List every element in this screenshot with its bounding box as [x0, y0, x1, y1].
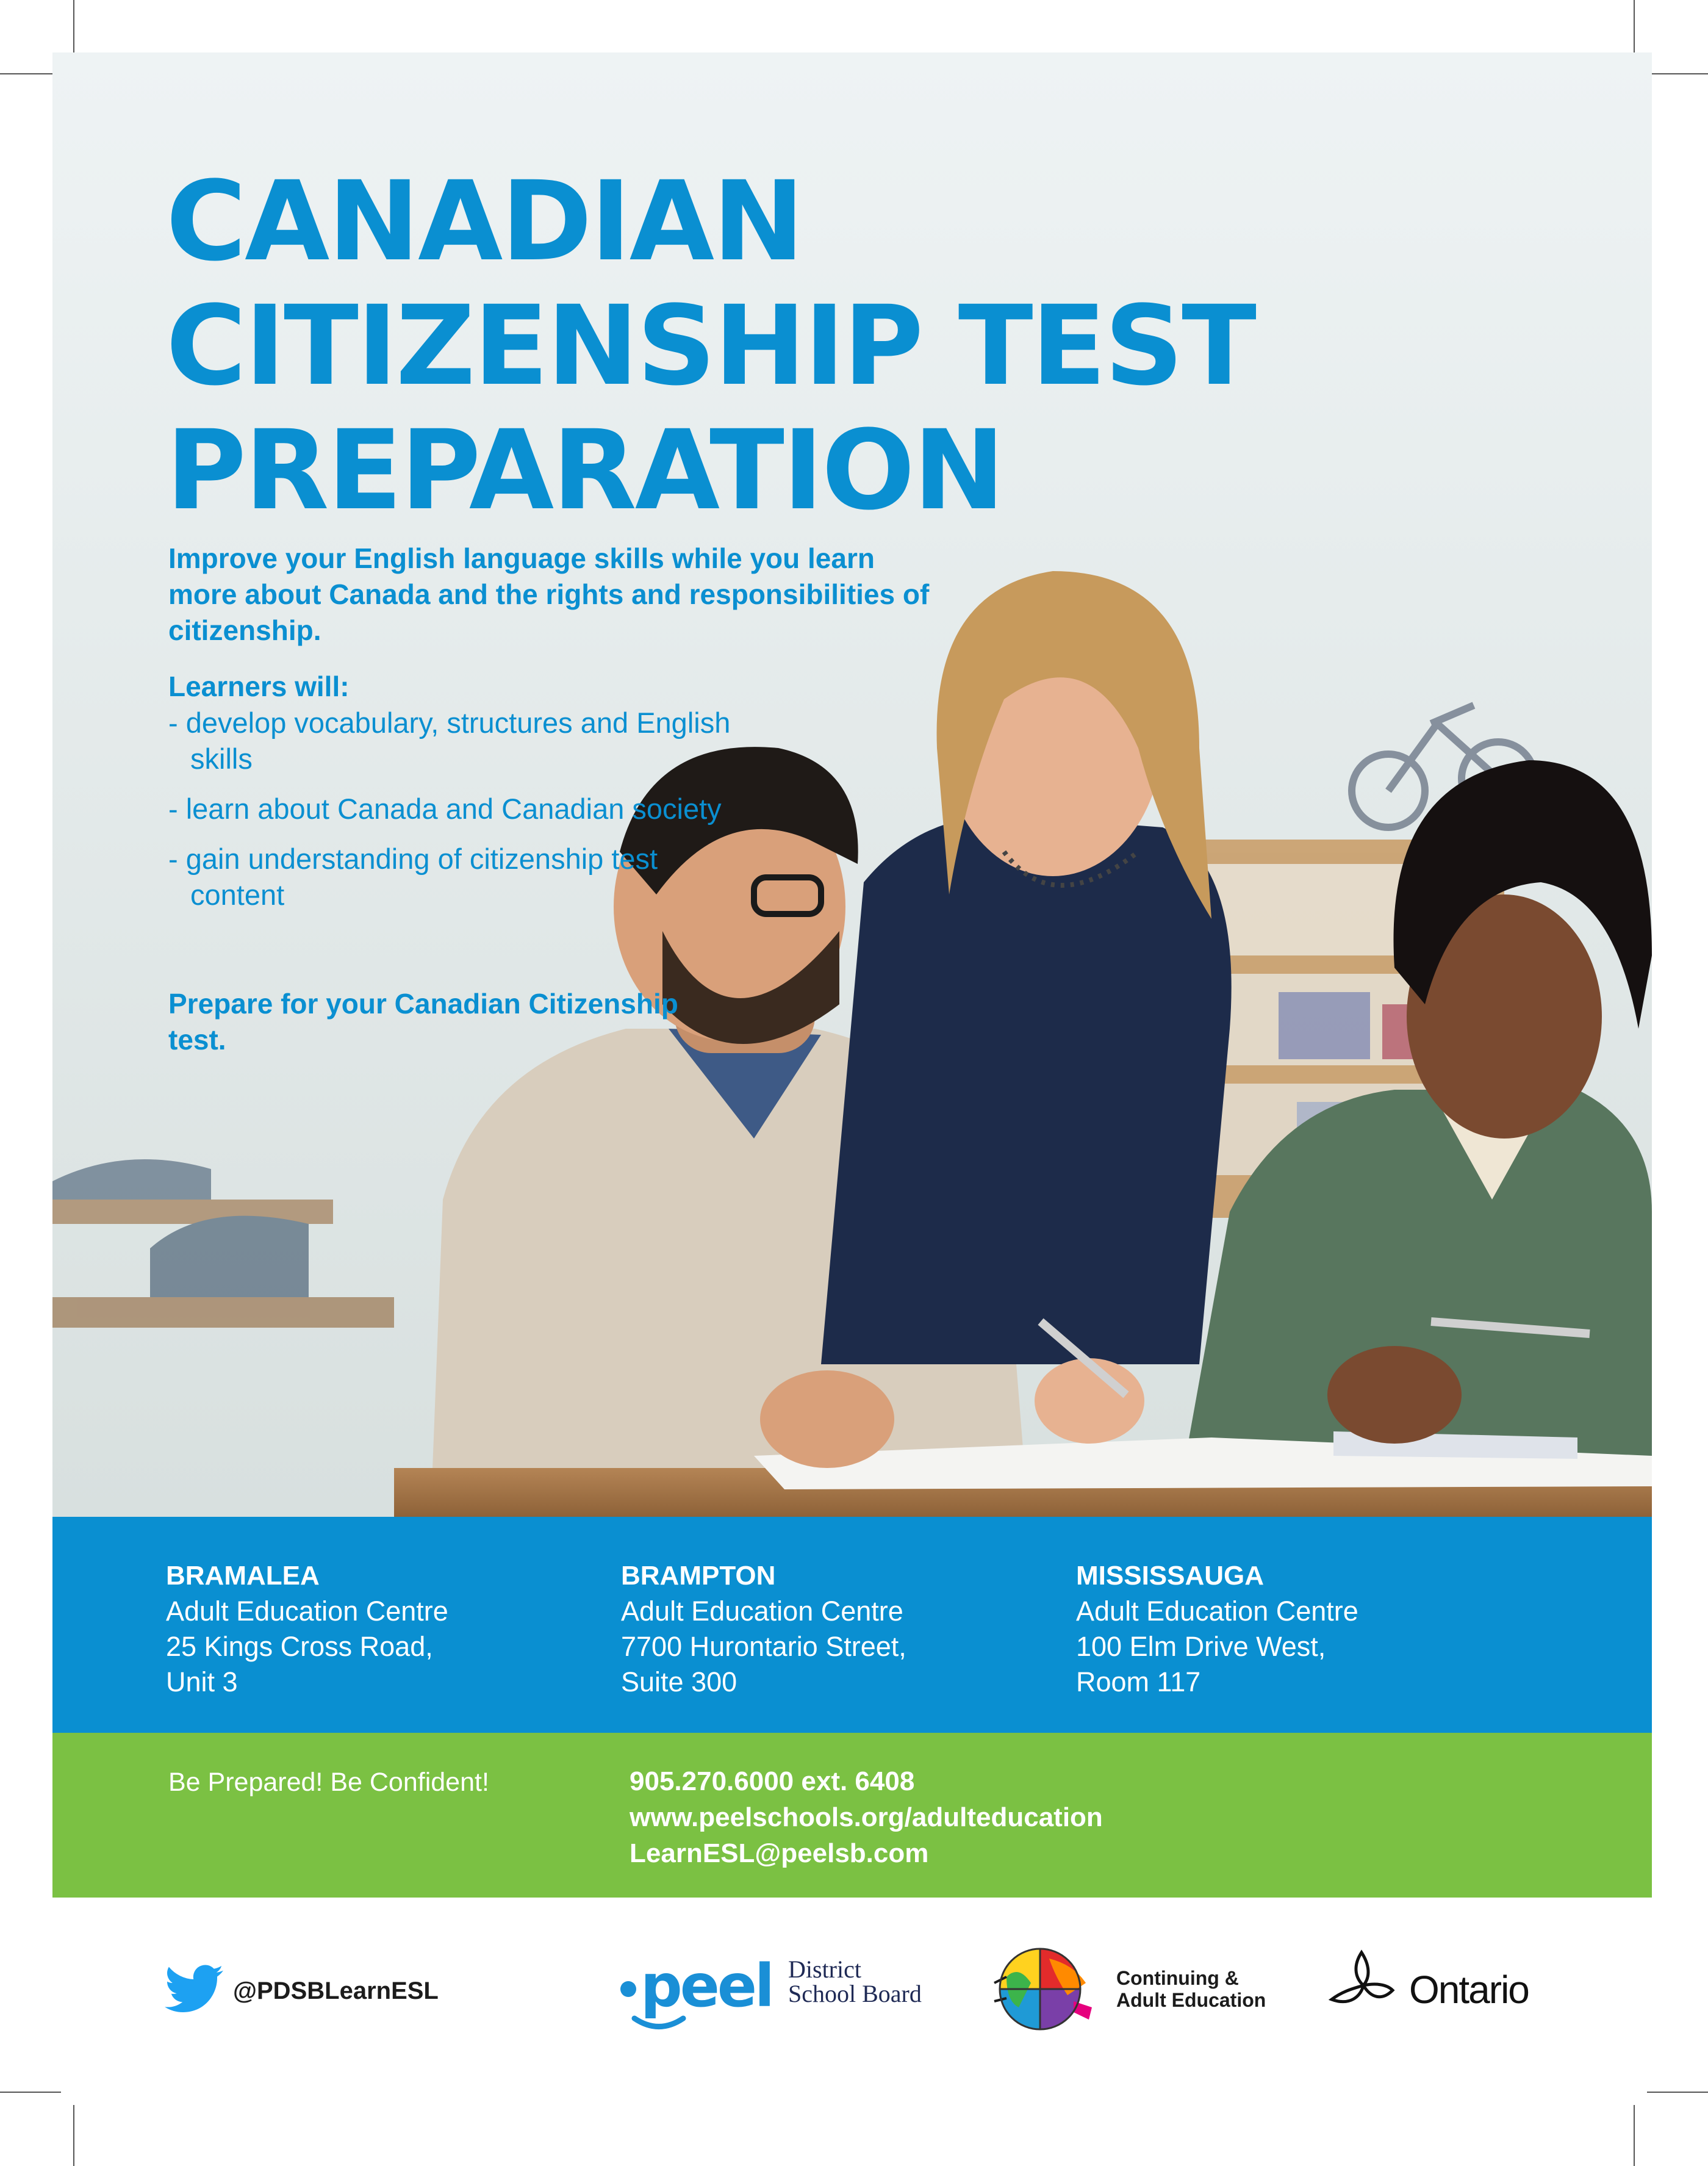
prepare-callout: Prepare for your Canadian Citizenship test.	[168, 988, 678, 1056]
crop-mark	[73, 0, 74, 61]
title-line: CITIZENSHIP TEST	[166, 282, 1255, 410]
email-link[interactable]: LearnESL@peelsb.com	[630, 1838, 929, 1868]
location-line: 100 Elm Drive West,	[1076, 1631, 1326, 1662]
location-line: Adult Education Centre	[166, 1596, 448, 1627]
location-line: Unit 3	[166, 1666, 238, 1697]
pdsb-wordmark	[788, 1957, 922, 2006]
crop-mark	[73, 2105, 74, 2166]
crop-mark	[0, 2092, 61, 2093]
learner-outcomes-list	[168, 705, 739, 927]
cae-wordmark	[1116, 1967, 1266, 2011]
intro-text: Improve your English language skills while you learn more about Canada and the rights and responsibilities of citizenship.	[168, 542, 930, 646]
crop-mark	[1647, 2092, 1708, 2093]
location-name: MISSISSAUGA	[1076, 1561, 1265, 1591]
pdsb-line: District	[788, 1956, 861, 1983]
location-line: Suite 300	[621, 1666, 737, 1697]
list-item: - learn about Canada and Canadian society	[168, 793, 722, 825]
title-line: PREPARATION	[166, 407, 1003, 534]
contact-band	[52, 1733, 1652, 1898]
continuing-adult-education-globe-icon	[982, 1940, 1104, 2038]
footer-logos	[0, 1898, 1708, 2044]
title-line: CANADIAN	[166, 158, 803, 286]
pdsb-line: School Board	[788, 1980, 922, 2007]
location-line: Adult Education Centre	[1076, 1596, 1358, 1627]
contact-details	[630, 1763, 1103, 1871]
list-item: - gain understanding of citizenship test content	[168, 843, 658, 911]
poster-hero	[52, 52, 1652, 1517]
tagline: Be Prepared! Be Confident!	[168, 1768, 489, 1797]
locations-band	[52, 1517, 1652, 1733]
location-line: 7700 Hurontario Street,	[621, 1631, 906, 1662]
poster-title	[166, 160, 1255, 533]
location-mississauga	[1076, 1558, 1358, 1700]
crop-mark	[1647, 73, 1708, 74]
location-line: Adult Education Centre	[621, 1596, 903, 1627]
phone-number[interactable]: 905.270.6000 ext. 6408	[630, 1766, 915, 1796]
cae-line: Adult Education	[1116, 1989, 1266, 2011]
location-line: 25 Kings Cross Road,	[166, 1631, 433, 1662]
twitter-bird-icon[interactable]	[165, 1965, 223, 2013]
crop-mark	[1634, 0, 1635, 61]
learners-heading: Learners will:	[168, 671, 350, 702]
location-name: BRAMPTON	[621, 1561, 776, 1591]
ontario-trillium-icon	[1327, 1948, 1397, 2015]
twitter-handle[interactable]: @PDSBLearnESL	[233, 1977, 439, 2004]
website-link[interactable]: www.peelschools.org/adulteducation	[630, 1802, 1103, 1832]
list-item: - develop vocabulary, structures and English skills	[168, 707, 731, 775]
location-name: BRAMALEA	[166, 1561, 320, 1591]
crop-mark	[1634, 2105, 1635, 2166]
location-line: Room 117	[1076, 1666, 1201, 1697]
crop-mark	[0, 73, 61, 74]
peel-wordmark: peel	[640, 1952, 772, 2020]
location-bramalea	[166, 1558, 448, 1700]
cae-line: Continuing &	[1116, 1967, 1239, 1989]
peel-logo-icon	[616, 1946, 781, 2032]
ontario-wordmark: Ontario	[1409, 1968, 1529, 2012]
location-brampton	[621, 1558, 906, 1700]
